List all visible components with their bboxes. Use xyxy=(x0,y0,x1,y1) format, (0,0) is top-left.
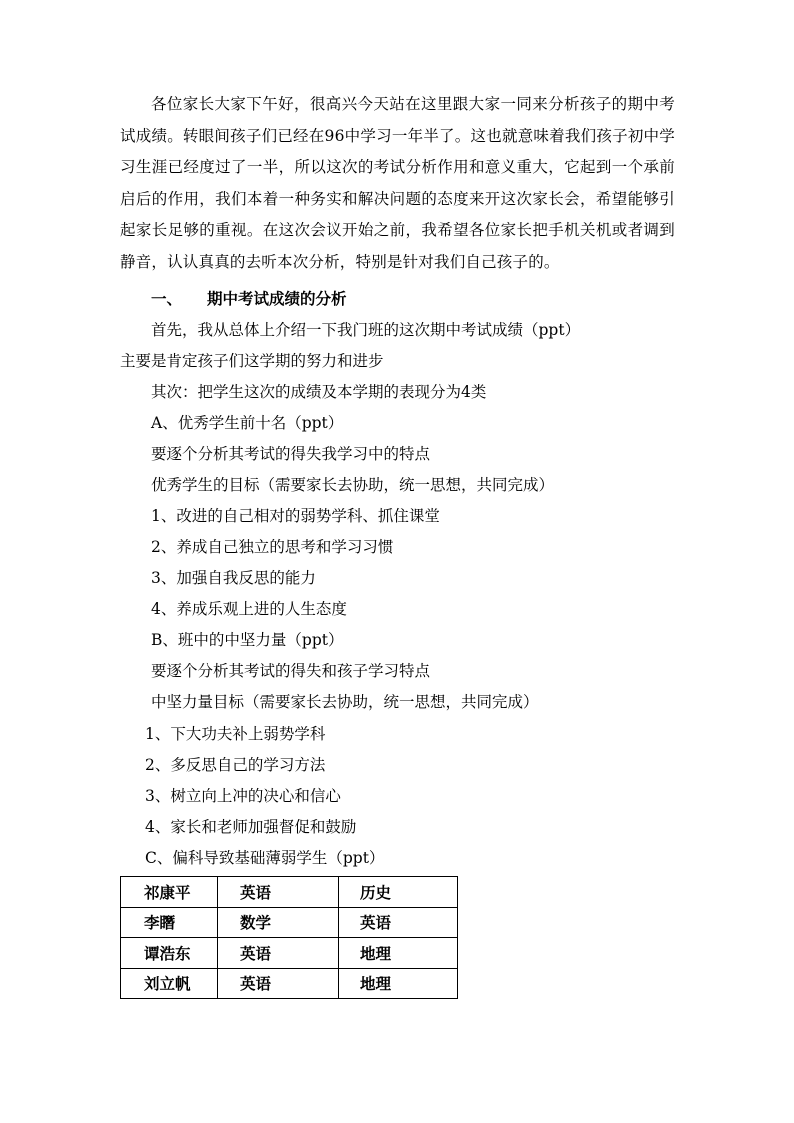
subject-cell: 英语 xyxy=(218,877,339,908)
text-line: 要逐个分析其考试的得失和孩子学习特点 xyxy=(151,662,431,680)
list-item: 3、树立向上冲的决心和信心 xyxy=(145,787,341,805)
list-item: 2、多反思自己的学习方法 xyxy=(145,756,326,774)
subject-cell: 地理 xyxy=(339,938,458,969)
student-name-cell: 李䁮 xyxy=(121,907,218,938)
list-item: 2、养成自己独立的思考和学习习惯 xyxy=(151,538,394,556)
text-line: 首先，我从总体上介绍一下我门班的这次期中考试成绩（ppt） xyxy=(151,321,581,339)
section-number: 一、 xyxy=(151,289,183,308)
section-title: 期中考试成绩的分析 xyxy=(207,289,347,308)
text-line: 其次：把学生这次的成绩及本学期的表现分为4类 xyxy=(151,383,487,401)
category-a-heading: A、优秀学生前十名（ppt） xyxy=(151,414,344,432)
text-line: 要逐个分析其考试的得失我学习中的特点 xyxy=(151,445,431,463)
subject-cell: 英语 xyxy=(218,968,339,999)
list-item: 4、养成乐观上进的人生态度 xyxy=(151,600,347,618)
text-line: 优秀学生的目标（需要家长去协助，统一思想，共同完成） xyxy=(151,476,555,494)
section-heading xyxy=(151,287,347,309)
subject-cell: 地理 xyxy=(339,968,458,999)
subject-cell: 英语 xyxy=(218,938,339,969)
table-row xyxy=(121,877,458,908)
intro-paragraph: 各位家长大家下午好，很高兴今天站在这里跟大家一同来分析孩子的期中考试成绩。转眼间孩子们已经在96中学习一年半了。这也就意味着我们孩子初中学习生涯已经度过了一半，所以这次的考试分析作用和意义重大，它起到一个承前启后的作用，我们本着一种务实和解决问题的态度来开这次家长会，希望能够引起家长足够的重视。在这次会议开始之前，我希望各位家长把手机关机或者调到静音，认认真真的去听本次分析，特别是针对我们自己孩子的。 xyxy=(120,95,675,271)
list-item: 1、下大功夫补上弱势学科 xyxy=(145,725,326,743)
student-table xyxy=(120,876,458,999)
list-item: 4、家长和老师加强督促和鼓励 xyxy=(145,818,357,836)
text-line: 主要是肯定孩子们这学期的努力和进步 xyxy=(120,352,384,370)
student-name-cell: 祁康平 xyxy=(121,877,218,908)
text-line: 中坚力量目标（需要家长去协助，统一思想，共同完成） xyxy=(151,693,539,711)
subject-cell: 历史 xyxy=(339,877,458,908)
list-item: 3、加强自我反思的能力 xyxy=(151,569,316,587)
list-item: 1、改进的自己相对的弱势学科、抓住课堂 xyxy=(151,507,440,525)
student-name-cell: 刘立帆 xyxy=(121,968,218,999)
student-name-cell: 谭浩东 xyxy=(121,938,218,969)
subject-cell: 英语 xyxy=(339,907,458,938)
table-row xyxy=(121,938,458,969)
table-row xyxy=(121,968,458,999)
category-c-heading: C、偏科导致基础薄弱学生（ppt） xyxy=(145,849,385,867)
category-b-heading: B、班中的中坚力量（ppt） xyxy=(151,631,344,649)
table-row xyxy=(121,907,458,938)
subject-cell: 数学 xyxy=(218,907,339,938)
